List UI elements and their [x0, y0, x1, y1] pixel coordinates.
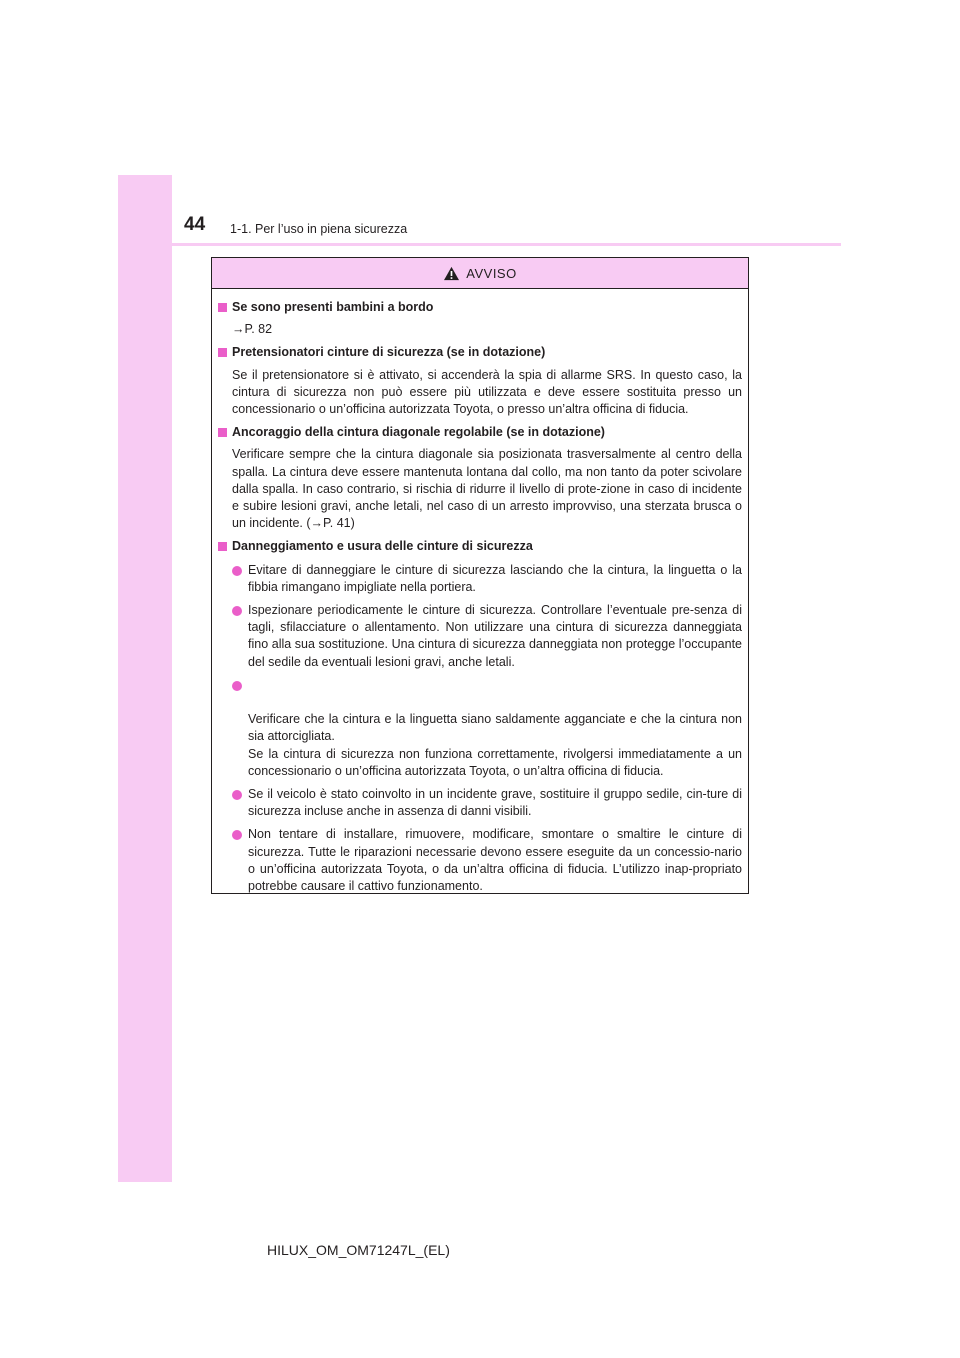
section-text-shoulder-anchor: Verificare sempre che la cintura diagonale sia posizionata trasversalmente al centro della spalla. La cintura deve essere mantenuta lontana dal collo, ma non tanto da poter scivolare dalla spalla. In caso contrario, si rischia di ridurre il livello di prote-zione in caso di incidente e subire lesioni gravi, anche letali, nel caso di un arresto improvviso, una sterzata brusca o un incidente. (→P. 41): [232, 447, 742, 531]
warning-body: [212, 289, 748, 895]
page-number: 44: [184, 214, 206, 235]
section-heading-shoulder-anchor: Ancoraggio della cintura diagonale regolabile (se in dotazione): [218, 424, 742, 441]
square-bullet-icon: [218, 348, 227, 357]
square-bullet-icon: [218, 542, 227, 551]
round-bullet-icon: [232, 566, 242, 576]
section-heading-pretensioners: Pretensionatori cinture di sicurezza (se in dotazione): [218, 344, 742, 361]
square-bullet-icon: [218, 428, 227, 437]
round-bullet-icon: [232, 606, 242, 616]
warning-triangle-icon: [443, 266, 460, 281]
warning-title: AVVISO: [466, 265, 517, 281]
page-reference: →P. 82: [232, 322, 273, 337]
section-text-pretensioners: Se il pretensionatore si è attivato, si accenderà la spia di allarme SRS. In questo caso, la cintura di sicurezza non può essere più utilizzata e deve essere sostituita presso un concessionario o un’officina autorizzata Toyota, o presso un’altra officina di fiducia.: [232, 367, 742, 417]
section-heading-children: Se sono presenti bambini a bordo: [218, 299, 742, 316]
header-rule: [118, 243, 841, 246]
square-bullet-icon: [218, 303, 227, 312]
list-item: Se il veicolo è stato coinvolto in un incidente grave, sostituire il gruppo sedile, cin-ture di sicurezza incluse anche in assenza di danni visibili.: [218, 786, 742, 820]
document-code: HILUX_OM_OM71247L_(EL): [267, 1242, 450, 1258]
round-bullet-icon: [232, 681, 242, 691]
list-item: Ispezionare periodicamente le cinture di sicurezza. Controllare l’eventuale pre-senza di tagli, sfilacciature o allentamento. Non utilizzare una cintura di sicurezza danneggiata fino alla sua sostituzione. Una cintura di sicurezza danneggiata non protegge l’occupante del sedile da eventuali lesioni gravi, anche letali.: [218, 602, 742, 671]
warning-header: [212, 258, 748, 289]
section-title: 1-1. Per l’uso in piena sicurezza: [230, 222, 408, 236]
round-bullet-icon: [232, 790, 242, 800]
list-item: Verificare che la cintura e la linguetta siano saldamente agganciate e che la cintura non sia attorcigliata. Se la cintura di sicurezza non funziona correttamente, rivolgersi immediatamente a un concessionario o un’officina autorizzata Toyota, o un’altra officina di fiducia.: [218, 677, 742, 780]
warning-box: [211, 257, 749, 894]
list-item: Non tentare di installare, rimuovere, modificare, smontare o smaltire le cinture di sicurezza. Tutte le riparazioni necessarie devono essere eseguite da un concessio-nario o un’officina autorizzata Toyota, o da un’altra officina di fiducia. L’utilizzo inap-propriato potrebbe causare il cattivo funzionamento.: [218, 826, 742, 895]
round-bullet-icon: [232, 830, 242, 840]
list-item: Evitare di danneggiare le cinture di sicurezza lasciando che la cintura, la linguetta o la fibbia rimangano impigliate nella portiera.: [218, 562, 742, 596]
section-heading-damage: Danneggiamento e usura delle cinture di sicurezza: [218, 538, 742, 555]
side-tab-bar: [118, 175, 172, 1182]
